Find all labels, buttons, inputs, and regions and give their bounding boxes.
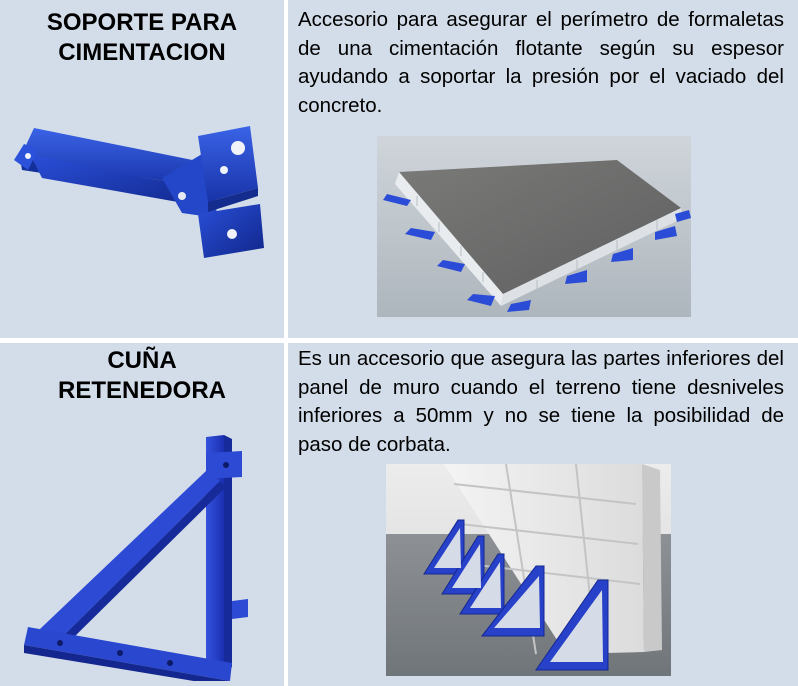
row-1-title [0, 8, 284, 68]
row-2-name-cell [0, 343, 284, 686]
row-1-title-line-2: CIMENTACION [58, 39, 226, 66]
row-2-description: Es un accesorio que asegura las partes inferiores del panel de muro cuando el terreno tiene desniveles inferiores a 50mm y no se tiene la posibilidad de paso de corbata. [298, 347, 784, 456]
foundation-formwork-photo [377, 136, 691, 317]
row-2-description-cell [288, 343, 798, 686]
row-2-title [0, 346, 284, 406]
foundation-support-bracket-icon [12, 118, 274, 268]
row-1-description-cell [288, 0, 798, 338]
row-2-title-line-1: CUÑA [107, 347, 177, 374]
row-1-name-cell [0, 0, 284, 338]
row-1-description: Accesorio para asegurar el perímetro de formaletas de una cimentación flotante según su espesor ayudando a soportar la presión por el vaciado del concreto. [298, 8, 784, 117]
wall-panel-wedges-photo [386, 464, 671, 676]
row-2-title-line-2: RETENEDORA [57, 377, 226, 404]
retaining-wedge-bracket-icon [20, 431, 270, 681]
row-1-title-line-1: SOPORTE PARA [46, 9, 238, 36]
